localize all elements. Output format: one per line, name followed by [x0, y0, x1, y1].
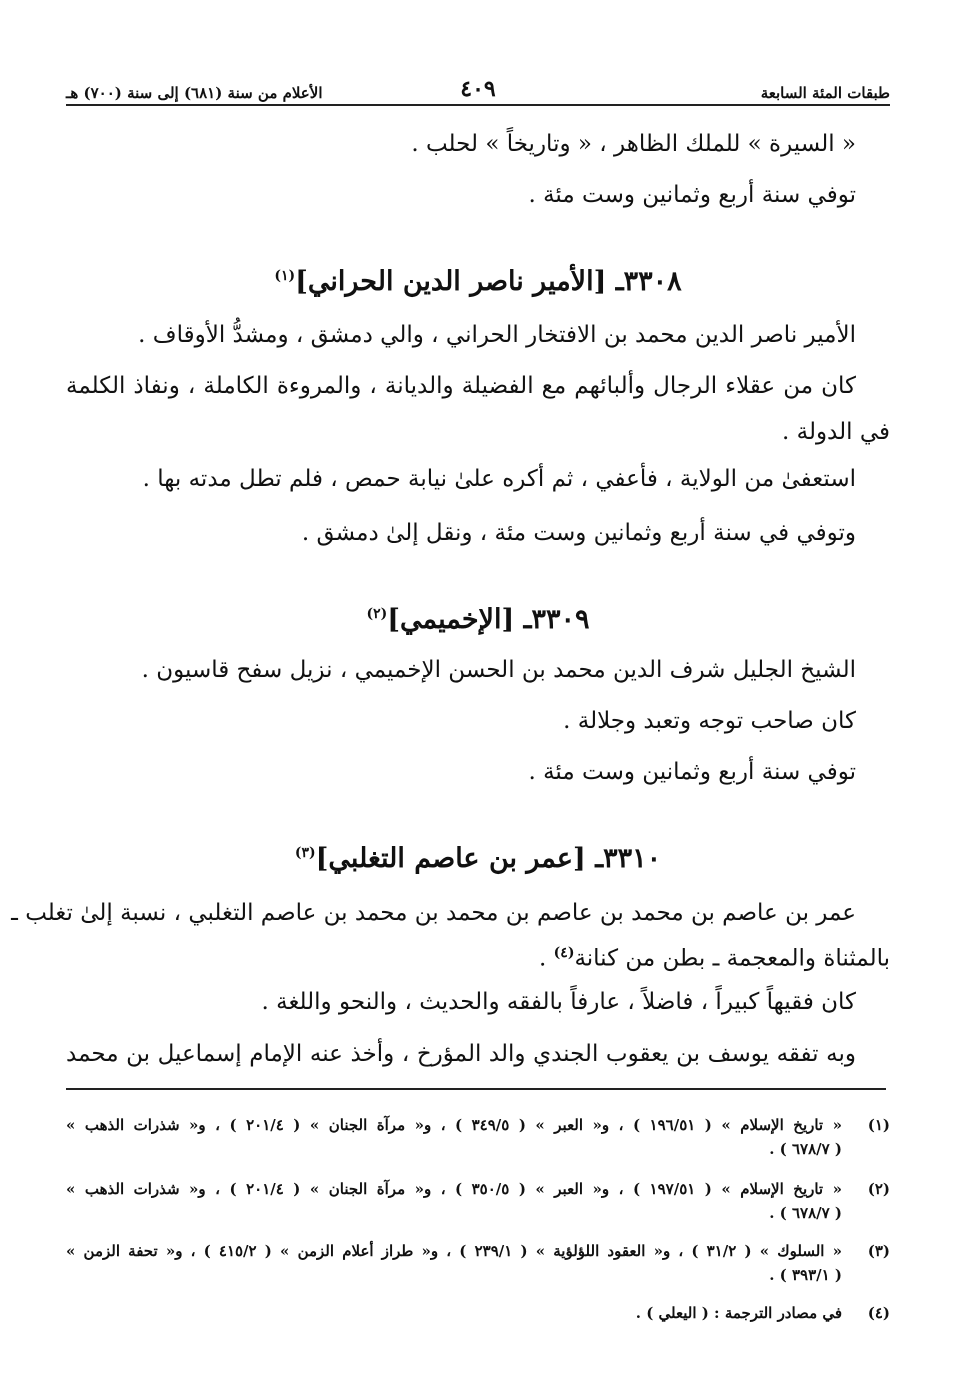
entry-3310-paragraph-3: وبه تفقه يوسف بن يعقوب الجندي والد المؤرخ ، وأخذ عنه الإمام إسماعيل بن محمد — [66, 1041, 856, 1067]
entry-3310-paragraph-1b-end: . — [539, 945, 554, 972]
entry-3309-footnote-ref[interactable]: (٢) — [366, 606, 388, 622]
entry-3310-paragraph-1b-text: بالمثناة والمعجمة ـ بطن من كنانة — [574, 945, 890, 972]
entry-3310-footnote-ref-4[interactable]: (٤) — [553, 945, 575, 961]
intro-line-2: توفي سنة أربع وثمانين وست مئة . — [528, 182, 856, 208]
footnote-continuation: ( ٣٩٣/١ ) . — [769, 1266, 842, 1284]
footnote-4 — [66, 1302, 890, 1326]
entry-3309-heading — [66, 597, 890, 637]
entry-3310-heading — [66, 836, 890, 876]
entry-3309-paragraph-2: كان صاحب توجه وتعبد وجلالة . — [563, 708, 856, 734]
header-period-title: الأعلام من سنة (٦٨١) إلى سنة (٧٠٠) هـ — [66, 84, 323, 102]
entry-3308-footnote-ref[interactable]: (١) — [274, 268, 296, 284]
entry-3310-title: ٣٣١٠ـ [عمر بن عاصم التغلبي] — [315, 843, 662, 874]
footnote-1 — [66, 1114, 890, 1160]
footnote-number: (١) — [867, 1116, 890, 1134]
footnote-continuation: ( ٦٧٨/٧ ) . — [769, 1204, 842, 1222]
entry-3308-title: ٣٣٠٨ـ [الأمير ناصر الدين الحراني] — [295, 266, 682, 297]
entry-3308-paragraph-1: الأمير ناصر الدين محمد بن الافتخار الحراني ، والي دمشق ، ومشدُّ الأوقاف . — [138, 322, 856, 348]
footnote-text: « تاريخ الإسلام » ( ١٩٦/٥١ ) ، و« العبر » ( ٣٤٩/٥ ) ، و« مرآة الجنان » ( ٢٠١/٤ ) ، و« شذرات الذهب » — [66, 1116, 842, 1134]
footnote-text: « السلوك » ( ٣١/٢ ) ، و« العقود اللؤلؤية » ( ٢٣٩/١ ) ، و« طراز أعلام الزمن » ( ٤١٥/٢ ) ، و« تحفة الزمن » — [66, 1242, 842, 1260]
entry-3308-heading — [66, 259, 890, 299]
entry-3308-paragraph-4: وتوفي في سنة أربع وثمانين وست مئة ، ونقل إلىٰ دمشق . — [301, 520, 856, 546]
entry-3310-paragraph-1b — [66, 938, 890, 974]
intro-line-1: « السيرة » للملك الظاهر ، « وتاريخاً » لحلب . — [411, 131, 856, 157]
entry-3309-title: ٣٣٠٩ـ [الإخميمي] — [387, 604, 590, 635]
header-section-title: طبقات المئة السابعة — [760, 84, 890, 102]
footnote-number: (٤) — [867, 1304, 890, 1322]
footnote-2 — [66, 1178, 890, 1224]
entry-3310-paragraph-2: كان فقيهاً كبيراً ، فاضلاً ، عارفاً بالفقه والحديث ، والنحو واللغة . — [261, 989, 856, 1015]
footnote-text: « تاريخ الإسلام » ( ١٩٧/٥١ ) ، و« العبر » ( ٣٥٠/٥ ) ، و« مرآة الجنان » ( ٢٠١/٤ ) ، و« شذرات الذهب » — [66, 1180, 842, 1198]
entry-3308-paragraph-2a: كان من عقلاء الرجال وألبائهم مع الفضيلة والديانة ، والمروءة الكاملة ، ونفاذ الكلمة — [66, 373, 856, 399]
footnote-number: (٣) — [867, 1242, 890, 1260]
footnote-continuation: ( ٦٧٨/٧ ) . — [769, 1140, 842, 1158]
page-number: ٤٠٩ — [460, 76, 496, 102]
entry-3310-paragraph-1a: عمر بن عاصم بن محمد بن عاصم بن محمد بن محمد بن عاصم التغلبي ، نسبة إلىٰ تغلب ـ — [11, 900, 856, 926]
entry-3309-paragraph-1: الشيخ الجليل شرف الدين محمد بن الحسن الإخميمي ، نزيل سفح قاسيون . — [141, 657, 856, 683]
footnote-number: (٢) — [867, 1180, 890, 1198]
entry-3309-paragraph-3: توفي سنة أربع وثمانين وست مئة . — [528, 759, 856, 785]
running-header — [66, 68, 890, 106]
footnote-3 — [66, 1240, 890, 1286]
footnote-separator — [66, 1088, 886, 1090]
entry-3310-footnote-ref[interactable]: (٣) — [294, 845, 316, 861]
footnote-text: في مصادر الترجمة : ( اليعلي ) . — [635, 1304, 842, 1322]
entry-3308-paragraph-3: استعفىٰ من الولاية ، فأعفي ، ثم أكره علىٰ نيابة حمص ، فلم تطل مدته بها . — [142, 466, 856, 492]
entry-3308-paragraph-2b: في الدولة . — [781, 419, 890, 445]
